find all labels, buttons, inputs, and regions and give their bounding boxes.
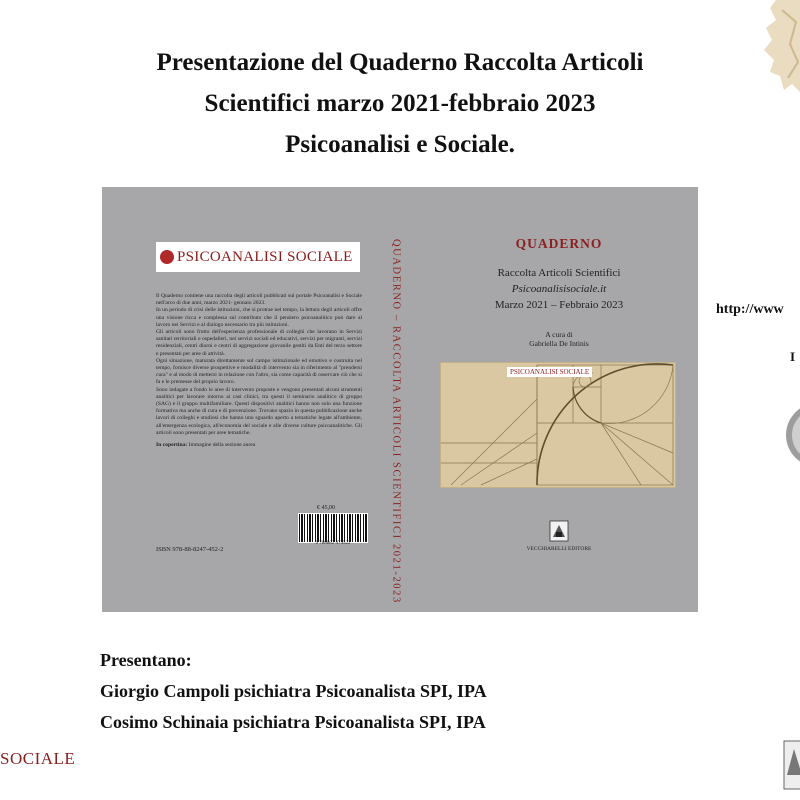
presenters-heading: Presentano:: [100, 650, 192, 670]
bottom-decor-icon: [778, 735, 800, 795]
presenters-section: [100, 645, 487, 738]
spine-text: QUADERNO – RACCOLTA ARTICOLI SCIENTIFICI 2021-2023: [390, 239, 402, 604]
back-logo: [156, 242, 360, 272]
cover-back: [102, 187, 372, 612]
torn-paper-decoration: [762, 0, 800, 100]
barcode-number: 9 788882 474522: [315, 541, 351, 546]
back-paragraph: Il Quaderno contiene una raccolta degli articoli pubblicati sul portale Psicoanalisi e Sociale nell'arco di due anni, marzo 2021- gennaio 2023.: [156, 293, 362, 307]
front-subtitle-1: Raccolta Articoli Scientifici: [497, 267, 621, 279]
barcode-icon: [298, 513, 368, 543]
back-cover-text: [156, 293, 362, 449]
back-paragraph: Ogni situazione, maturata direttamente sul campo istituzionale ed emotivo e costruita nel tempo, fornisce diverse prospettive e modalità di intervento sia in riferimento al "prendersi cura" e al modo di mettersi in relazione con l'altro, sia come capacità di osservare ciò che si fa e le premesse del proprio lavoro.: [156, 357, 362, 386]
publisher-logo-icon: [548, 519, 570, 543]
logo-mark-icon: [160, 250, 174, 264]
front-subtitle-2: Psicoanalisisociale.it: [511, 283, 607, 295]
round-decoration: [784, 400, 800, 470]
cover-front: [420, 187, 698, 612]
presenter-1: Giorgio Campoli psichiatra Psicoanalista SPI, IPA: [100, 681, 487, 701]
editor-label: A cura di: [545, 330, 573, 339]
front-title: QUADERNO: [515, 236, 603, 251]
title-line-3: Psicoanalisi e Sociale.: [285, 131, 515, 158]
presenter-2: Cosimo Schinaia psichiatra Psicoanalista SPI, IPA: [100, 712, 486, 732]
golden-spiral-image: [440, 362, 676, 488]
price-label: € 45,00: [317, 505, 335, 511]
spiral-logo-label: PSICOANALISI SOCIALE: [507, 367, 592, 377]
isbn-label: ISBN 978-88-8247-452-2: [156, 546, 224, 553]
publisher-name: VECCHIARELLI EDITORE: [526, 546, 592, 552]
front-subtitle-3: Marzo 2021 – Febbraio 2023: [494, 299, 624, 311]
cover-insert-note: In copertina: Immagine della sezione aurea: [156, 442, 256, 449]
back-paragraph: Gli articoli sono frutto dell'esperienza professionale di colleghi che lavorano in Servizi sanitari territoriali e ospedalieri, nei servizi sociali ed educativi, servizi per migranti, servizi residenziali, centri diurni e centri di aggregazione giovanile gestiti da Enti del terzo settore e presentati per aree di attività.: [156, 329, 362, 357]
back-paragraph: Sono indagate a fondo le aree di intervento proposte e vengono presentati alcuni strumenti analitici per lavorare intorno ai casi clinici, tra questi il seminario analitico di gruppo (SAG) e il gruppo multifamiliare. Questi dispositivi analitici hanno non solo una funzione formativa ma anche di cura e di prevenzione. Trovano spazio in questa pubblicazione anche lavori di colleghi e studiosi che hanno uno sguardo aperto a tematiche legate all'ambiente, all'emergenza ecologica, all'economia del sociale e alle diverse culture psicoanalitiche. Gli articoli sono presentati per aree tematiche.: [156, 386, 362, 436]
golden-spiral-icon: [441, 363, 675, 487]
cover-spine: [376, 239, 416, 604]
page-title: [0, 42, 800, 165]
title-line-2: Scientifici marzo 2021-febbraio 2023: [204, 90, 596, 117]
logo-text: PSICOANALISI SOCIALE: [177, 248, 353, 265]
title-line-1: Presentazione del Quaderno Raccolta Articoli: [156, 49, 644, 76]
back-paragraph: In un periodo di crisi delle istituzioni, che si protrae nel tempo, la lettura degli articoli offre una visione ricca e complessa sul contributo che il pensiero psicoanalitico può dare al lavoro nei Servizi e al dialogo necessario tra più istituzioni.: [156, 307, 362, 328]
side-url-fragment[interactable]: http://www: [716, 302, 784, 317]
side-letter-fragment: I: [790, 349, 796, 364]
book-cover-image: [102, 187, 698, 612]
corner-brand-logo: SOCIALE: [0, 749, 76, 768]
editor-name: Gabriella De Intinis: [529, 339, 589, 348]
